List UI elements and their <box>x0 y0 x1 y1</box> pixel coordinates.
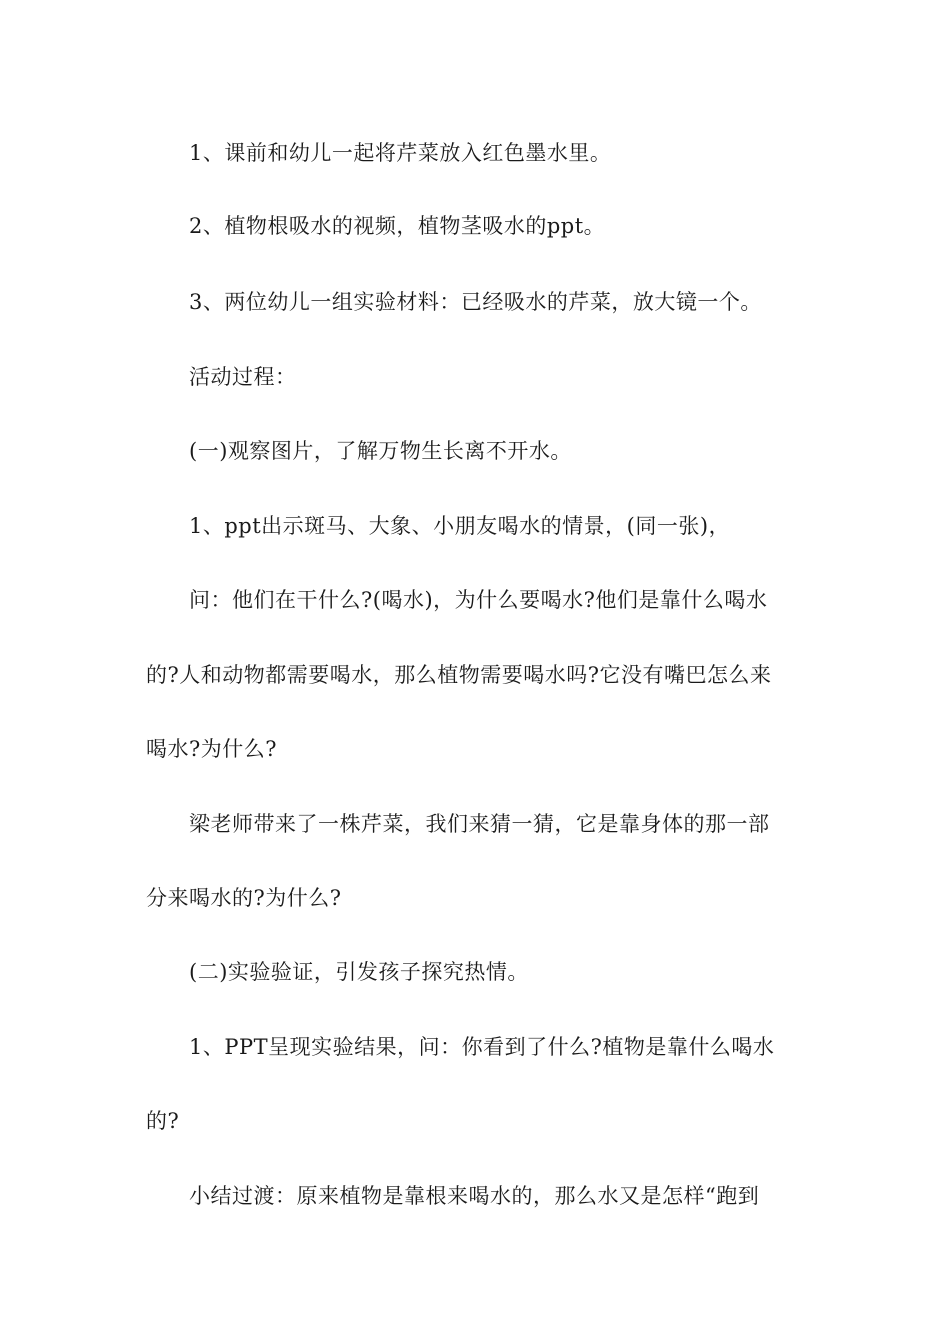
paragraph-line: 问：他们在干什么?(喝水)，为什么要喝水?他们是靠什么喝水 <box>189 588 768 612</box>
section-heading-activity-process: 活动过程： <box>189 365 297 389</box>
paragraph-line: 的? <box>146 1109 180 1133</box>
prep-item-2: 2、植物根吸水的视频，植物茎吸水的ppt。 <box>189 214 606 238</box>
paragraph-line: 喝水?为什么? <box>146 737 278 761</box>
paragraph-line: 的?人和动物都需要喝水，那么植物需要喝水吗?它没有嘴巴怎么来 <box>146 663 772 687</box>
paragraph-line: 梁老师带来了一株芹菜，我们来猜一猜，它是靠身体的那一部 <box>189 812 770 836</box>
paragraph-line: 小结过渡：原来植物是靠根来喝水的，那么水又是怎样“跑到 <box>189 1184 760 1208</box>
subsection-heading-2: (二)实验验证，引发孩子探究热情。 <box>189 960 529 984</box>
subsection-heading-1: (一)观察图片，了解万物生长离不开水。 <box>189 439 572 463</box>
paragraph-line: 分来喝水的?为什么? <box>146 886 342 910</box>
paragraph-line: 1、PPT呈现实验结果，问：你看到了什么?植物是靠什么喝水 <box>189 1035 775 1059</box>
prep-item-1: 1、课前和幼儿一起将芹菜放入红色墨水里。 <box>189 141 612 165</box>
paragraph-line: 1、ppt出示斑马、大象、小朋友喝水的情景，(同一张)， <box>189 514 731 538</box>
prep-item-3: 3、两位幼儿一组实验材料：已经吸水的芹菜，放大镜一个。 <box>189 290 762 314</box>
